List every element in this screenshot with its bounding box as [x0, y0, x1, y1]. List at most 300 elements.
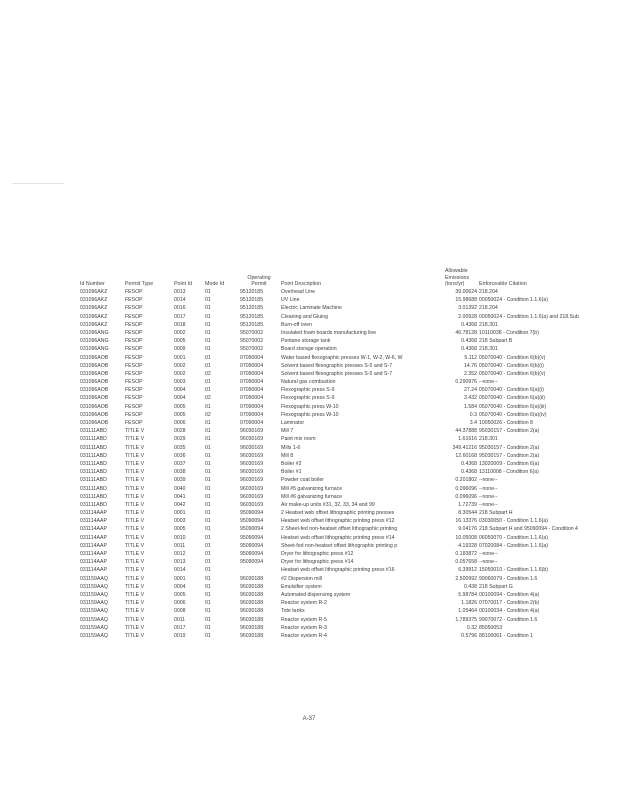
cell-point-id: 0002 [174, 329, 186, 336]
cell-allowable-emissions: 0.183872 [455, 551, 477, 557]
cell-permit-type: TITLE V [125, 567, 145, 574]
cell-enforceable-citation: 218 Subpart B [479, 338, 513, 345]
cell-mode-id: 01 [205, 469, 211, 476]
table-row [0, 583, 618, 591]
cell-point-id: 0005 [174, 526, 186, 533]
cell-enforceable-citation: 95030157 - Condition 2(a) [479, 428, 540, 435]
cell-permit-type: TITLE V [125, 575, 145, 582]
cell-operating-permit: 96030169 [240, 460, 264, 467]
cell-operating-permit: 96030188 [240, 583, 264, 590]
cell-allowable-emissions: 15.98688 [455, 297, 477, 304]
cell-allowable-emissions: 0.057658 [455, 559, 477, 566]
cell-mode-id: 01 [205, 289, 211, 295]
cell-mode-id: 01 [205, 567, 211, 574]
cell-point-description: Solvent based flexographic presses S-5 and S-7 [281, 370, 393, 377]
table-row [0, 435, 618, 443]
cell-operating-permit: 96030188 [240, 591, 264, 598]
cell-allowable-emissions: 1.72739 [458, 501, 477, 508]
cell-permit-type: TITLE V [125, 600, 145, 607]
cell-point-description: Water based flexographic presses W-1, W-2, W-6, W [281, 354, 403, 361]
cell-point-description: Flexographic press W-10 [281, 411, 339, 418]
header-enforceable-citation: Enforceable Citation [479, 281, 527, 288]
cell-point-id: 0001 [174, 575, 186, 582]
cell-permit-type: TITLE V [125, 460, 145, 467]
cell-allowable-emissions: 12.60168 [455, 452, 477, 459]
table-row [0, 386, 618, 394]
cell-id-number: 031096AOB [80, 411, 109, 418]
cell-allowable-emissions: 1.789375 [455, 616, 477, 623]
table-row [0, 525, 618, 533]
table-row [0, 632, 618, 640]
cell-point-id: 0028 [174, 428, 186, 435]
cell-enforceable-citation: 00050024 - Condition 1.1.6(a) and 218.Sub [479, 313, 579, 320]
cell-allowable-emissions: 9.04176 [458, 526, 477, 533]
cell-permit-type: FESOP [125, 395, 143, 402]
cell-operating-permit: 95090094 [240, 534, 264, 541]
cell-allowable-emissions: 0.5796 [461, 632, 477, 639]
cell-point-id: 0011 [174, 616, 186, 623]
cell-id-number: 031096AKZ [80, 289, 108, 295]
cell-point-id: 0001 [174, 510, 186, 517]
cell-mode-id: 01 [205, 526, 211, 533]
cell-allowable-emissions: 0.290976 [455, 379, 477, 386]
header-mode-id: Mode Id [205, 281, 225, 288]
cell-mode-id: 01 [205, 428, 211, 435]
cell-mode-id: 01 [205, 477, 211, 484]
cell-mode-id: 01 [205, 616, 211, 623]
cell-id-number: 031159AAQ [80, 600, 108, 607]
cell-operating-permit: 95120185 [240, 313, 264, 320]
cell-id-number: 031114AAP [80, 542, 107, 549]
cell-mode-id: 01 [205, 501, 211, 508]
cell-point-description: Boiler #1 [281, 469, 302, 476]
cell-enforceable-citation: 05070040 - Condition 6(a)(iii) [479, 403, 547, 410]
cell-permit-type: FESOP [125, 387, 143, 394]
cell-permit-type: FESOP [125, 411, 143, 418]
cell-point-description: Air make-up units #31, 32, 33, 34 and 99 [281, 501, 375, 508]
cell-enforceable-citation: 85050053 [479, 624, 503, 631]
cell-mode-id: 01 [205, 305, 211, 312]
cell-point-description: Overhead Line [281, 289, 316, 295]
cell-allowable-emissions: 0.4368 [461, 469, 477, 476]
cell-allowable-emissions: 3.4 [469, 420, 477, 426]
cell-mode-id: 02 [205, 370, 211, 377]
cell-mode-id: 01 [205, 329, 211, 336]
table-row [0, 452, 618, 460]
cell-mode-id: 01 [205, 600, 211, 607]
emissions-table [0, 256, 618, 640]
table-row [0, 493, 618, 501]
cell-permit-type: TITLE V [125, 477, 145, 484]
cell-point-description: Insulated foam boards manufacturing line [281, 329, 377, 336]
cell-permit-type: FESOP [125, 321, 143, 328]
cell-point-description: Mills 1-6 [281, 444, 301, 451]
cell-permit-type: FESOP [125, 403, 143, 410]
cell-id-number: 031159AAQ [80, 583, 108, 590]
cell-point-id: 0011 [174, 542, 186, 549]
cell-permit-type: TITLE V [125, 510, 145, 517]
cell-permit-type: TITLE V [125, 632, 145, 639]
cell-enforceable-citation: 218 Subpart G [479, 583, 513, 590]
cell-mode-id: 01 [205, 510, 211, 517]
cell-permit-type: TITLE V [125, 493, 145, 500]
cell-mode-id: 01 [205, 632, 211, 639]
cell-id-number: 031159AAQ [80, 624, 108, 631]
cell-allowable-emissions: 0.096096 [455, 485, 477, 492]
cell-point-id: 0039 [174, 477, 186, 484]
cell-point-description: Flexographic press W-10 [281, 403, 339, 410]
cell-enforceable-citation: 88100061 - Condition 1 [479, 632, 533, 639]
cell-id-number: 031159AAQ [80, 616, 108, 623]
table-body [0, 288, 618, 640]
cell-id-number: 031111ABD [80, 493, 107, 500]
cell-operating-permit: 96030169 [240, 428, 264, 435]
cell-permit-type: FESOP [125, 338, 143, 345]
table-header [0, 256, 618, 288]
cell-id-number: 031096AOB [80, 420, 109, 426]
cell-operating-permit: 95120185 [240, 297, 264, 304]
cell-enforceable-citation: --none-- [479, 379, 498, 386]
cell-point-id: 0006 [174, 600, 186, 607]
cell-operating-permit: 96030169 [240, 469, 264, 476]
cell-permit-type: FESOP [125, 346, 143, 353]
cell-enforceable-citation: 05070040 - Condition 6(b)(v) [479, 354, 546, 361]
cell-permit-type: TITLE V [125, 485, 145, 492]
cell-point-description: Mill 8 [281, 452, 294, 459]
cell-point-description: Laminator [281, 420, 305, 426]
table-row [0, 444, 618, 452]
cell-allowable-emissions: 2.352 [464, 370, 477, 377]
cell-mode-id: 01 [205, 559, 211, 566]
cell-permit-type: FESOP [125, 329, 143, 336]
cell-mode-id: 01 [205, 608, 211, 615]
cell-mode-id: 01 [205, 297, 211, 304]
cell-point-id: 0014 [174, 297, 186, 304]
cell-id-number: 031114AAP [80, 567, 107, 574]
table-row [0, 427, 618, 435]
table-row [0, 566, 618, 574]
table-row [0, 599, 618, 607]
cell-point-description: Solvent based flexographic presses S-5 and S-7 [281, 362, 393, 369]
cell-mode-id: 01 [205, 485, 211, 492]
cell-permit-type: TITLE V [125, 469, 145, 476]
table-row [0, 288, 618, 296]
cell-point-id: 0003 [174, 379, 186, 386]
cell-enforceable-citation: 218.301 [479, 346, 498, 353]
cell-enforceable-citation: --none-- [479, 559, 498, 566]
cell-id-number: 031114AAP [80, 551, 107, 557]
cell-point-id: 0005 [174, 411, 186, 418]
cell-permit-type: TITLE V [125, 444, 145, 451]
cell-operating-permit: 96030169 [240, 501, 264, 508]
cell-operating-permit: 95070002 [240, 346, 264, 353]
cell-mode-id: 01 [205, 354, 211, 361]
cell-operating-permit: 07090004 [240, 420, 264, 426]
cell-operating-permit: 96030188 [240, 575, 264, 582]
cell-point-id: 0019 [174, 632, 186, 639]
cell-permit-type: FESOP [125, 305, 143, 312]
cell-id-number: 031096AOB [80, 362, 109, 369]
cell-operating-permit: 96030169 [240, 452, 264, 459]
cell-point-description: Emulsifier system [281, 583, 322, 590]
cell-point-id: 0017 [174, 624, 186, 631]
cell-point-id: 0041 [174, 493, 186, 500]
cell-operating-permit: 96030169 [240, 436, 264, 443]
table-row [0, 591, 618, 599]
cell-permit-type: TITLE V [125, 624, 145, 631]
cell-id-number: 031096AOB [80, 370, 109, 377]
cell-point-id: 0016 [174, 305, 186, 312]
cell-enforceable-citation: 05070040 - Condition 6(a)(ii) [479, 395, 546, 402]
cell-point-description: Mill #5 galvanizing furnace [281, 485, 343, 492]
cell-point-id: 0013 [174, 289, 186, 295]
cell-mode-id: 01 [205, 551, 211, 557]
cell-allowable-emissions: 0.4368 [461, 321, 477, 328]
cell-id-number: 031114AAP [80, 526, 107, 533]
cell-point-description: Reactor system R-2 [281, 600, 327, 607]
table-row [0, 304, 618, 312]
header-allowable-emissions: Allowable Emissions (tons/yr) [445, 268, 470, 288]
cell-permit-type: FESOP [125, 313, 143, 320]
table-row [0, 296, 618, 304]
cell-enforceable-citation: 15050010 - Condition 1.1.6(b) [479, 567, 548, 574]
cell-id-number: 031096AOB [80, 354, 109, 361]
cell-operating-permit: 96030188 [240, 624, 264, 631]
cell-allowable-emissions: 1.584 [464, 403, 477, 410]
cell-id-number: 031111ABD [80, 477, 107, 484]
header-point-description: Point Description [281, 281, 322, 288]
cell-operating-permit: 96030188 [240, 616, 264, 623]
cell-id-number: 031114AAP [80, 518, 107, 525]
table-row [0, 460, 618, 468]
cell-allowable-emissions: 6.39912 [458, 567, 477, 574]
cell-mode-id: 01 [205, 534, 211, 541]
table-row [0, 542, 618, 550]
cell-mode-id: 02 [205, 395, 211, 402]
cell-enforceable-citation: 218 Subpart H [479, 510, 513, 517]
cell-mode-id: 01 [205, 444, 211, 451]
cell-enforceable-citation: 218.204 [479, 305, 498, 312]
cell-point-description: Reactor system R-3 [281, 624, 327, 631]
cell-operating-permit: 96030169 [240, 485, 264, 492]
cell-operating-permit: 95090094 [240, 542, 264, 549]
cell-point-id: 0001 [174, 354, 186, 361]
cell-operating-permit: 96030169 [240, 493, 264, 500]
cell-id-number: 031111ABD [80, 444, 107, 451]
cell-enforceable-citation: 99070072 - Condition 1.6 [479, 616, 538, 623]
cell-operating-permit: 07090004 [240, 362, 264, 369]
cell-operating-permit: 07090004 [240, 387, 264, 394]
cell-id-number: 031114AAP [80, 534, 107, 541]
cell-enforceable-citation: 05070040 - Condition 6(a)(iv) [479, 411, 547, 418]
table-row [0, 501, 618, 509]
cell-mode-id: 02 [205, 411, 211, 418]
cell-enforceable-citation: 218.301 [479, 436, 498, 443]
cell-mode-id: 01 [205, 403, 211, 410]
cell-point-id: 0004 [174, 395, 186, 402]
cell-allowable-emissions: 0.201802 [455, 477, 477, 484]
cell-mode-id: 01 [205, 542, 211, 549]
cell-enforceable-citation: --none-- [479, 493, 498, 500]
cell-operating-permit: 96030188 [240, 600, 264, 607]
cell-permit-type: TITLE V [125, 559, 145, 566]
cell-operating-permit: 07090004 [240, 354, 264, 361]
cell-point-id: 0005 [174, 403, 186, 410]
cell-point-description: Flexographic press S-9 [281, 387, 335, 394]
cell-permit-type: TITLE V [125, 501, 145, 508]
cell-enforceable-citation: 13110008 - Condition 6(a) [479, 469, 539, 476]
cell-allowable-emissions: 1.1826 [461, 600, 477, 607]
cell-mode-id: 01 [205, 460, 211, 467]
page-number: A-37 [302, 716, 316, 722]
cell-point-description: Reactor system R-4 [281, 632, 327, 639]
cell-id-number: 031111ABD [80, 460, 107, 467]
cell-id-number: 031114AAP [80, 510, 107, 517]
cell-point-description: Electric Laminate Machine [281, 305, 342, 312]
cell-allowable-emissions: 349.41216 [452, 444, 477, 451]
cell-id-number: 031114AAP [80, 559, 107, 566]
cell-id-number: 031159AAQ [80, 632, 108, 639]
table-row [0, 337, 618, 345]
table-row [0, 362, 618, 370]
horizontal-rule [12, 183, 64, 184]
cell-point-id: 0005 [174, 338, 186, 345]
cell-enforceable-citation: 218.204 [479, 289, 498, 295]
table-row [0, 509, 618, 517]
cell-id-number: 031111ABD [80, 469, 107, 476]
cell-id-number: 031096AOB [80, 387, 109, 394]
cell-operating-permit: 96030169 [240, 444, 264, 451]
table-row [0, 394, 618, 402]
cell-allowable-emissions: 8.30544 [458, 510, 477, 517]
cell-point-description: Paint mix room [281, 436, 316, 443]
cell-mode-id: 01 [205, 313, 211, 320]
cell-enforceable-citation: 07020084 - Condition 1.1.6(a) [479, 542, 548, 549]
cell-permit-type: FESOP [125, 289, 143, 295]
cell-allowable-emissions: 3.01392 [458, 305, 477, 312]
cell-permit-type: TITLE V [125, 526, 145, 533]
cell-mode-id: 01 [205, 346, 211, 353]
cell-mode-id: 01 [205, 575, 211, 582]
cell-id-number: 031111ABD [80, 436, 107, 443]
cell-operating-permit: 95090094 [240, 510, 264, 517]
cell-enforceable-citation: 00100034 - Condition 4(a) [479, 608, 540, 615]
cell-enforceable-citation: 06050070 - Condition 1.1.6(a) [479, 534, 548, 541]
table-row [0, 485, 618, 493]
cell-point-id: 0002 [174, 370, 186, 377]
cell-point-description: Automated dispensing system [281, 591, 351, 598]
cell-point-description: Boiler #2 [281, 460, 302, 467]
cell-point-id: 0035 [174, 444, 186, 451]
cell-permit-type: TITLE V [125, 518, 145, 525]
cell-id-number: 031111ABD [80, 428, 107, 435]
cell-point-id: 0037 [174, 460, 186, 467]
cell-enforceable-citation: --none-- [479, 485, 498, 492]
cell-permit-type: TITLE V [125, 583, 145, 590]
table-row [0, 476, 618, 484]
table-row [0, 403, 618, 411]
cell-point-description: Heatset web offset lithographic printing press #14 [281, 534, 395, 541]
table-row [0, 607, 618, 615]
cell-mode-id: 01 [205, 518, 211, 525]
cell-point-id: 0017 [174, 313, 186, 320]
cell-operating-permit: 95090094 [240, 518, 264, 525]
cell-operating-permit: 07090004 [240, 379, 264, 386]
cell-enforceable-citation: 03030050 - Condition 1.1.6(a) [479, 518, 548, 525]
cell-point-description: Heatset web offset lithographic printing press #12 [281, 518, 395, 525]
cell-enforceable-citation: 10110038 - Condition 7(b) [479, 329, 539, 336]
cell-mode-id: 01 [205, 493, 211, 500]
cell-point-id: 0014 [174, 567, 186, 574]
cell-point-description: #2 Dispersion mill [281, 575, 322, 582]
cell-allowable-emissions: 14.76 [464, 362, 477, 369]
cell-point-description: Burn-off oven [281, 321, 313, 328]
cell-enforceable-citation: --none-- [479, 477, 498, 484]
cell-allowable-emissions: 4.19328 [458, 542, 477, 549]
cell-enforceable-citation: 13020009 - Condition 6(a) [479, 460, 540, 467]
cell-allowable-emissions: 0.4368 [461, 346, 477, 353]
header-permit-type: Permit Type [125, 281, 154, 288]
cell-id-number: 031096ANG [80, 338, 109, 345]
cell-mode-id: 01 [205, 452, 211, 459]
cell-enforceable-citation: --none-- [479, 551, 498, 557]
cell-enforceable-citation: 95030157 - Condition 2(a) [479, 452, 540, 459]
cell-point-description: Natural gas combustion [281, 379, 336, 386]
cell-id-number: 031111ABD [80, 501, 107, 508]
cell-permit-type: TITLE V [125, 436, 145, 443]
cell-operating-permit: 95120185 [240, 321, 264, 328]
cell-point-id: 0006 [174, 420, 186, 426]
cell-allowable-emissions: 3.432 [464, 395, 477, 402]
cell-id-number: 031159AAQ [80, 591, 108, 598]
cell-allowable-emissions: 2.500992 [455, 575, 477, 582]
cell-operating-permit: 07090004 [240, 411, 264, 418]
cell-id-number: 031111ABD [80, 485, 107, 492]
cell-permit-type: FESOP [125, 420, 143, 426]
table-row [0, 558, 618, 566]
cell-point-description: Cleaning and Gluing [281, 313, 329, 320]
cell-id-number: 031096AKZ [80, 321, 108, 328]
table-row [0, 411, 618, 419]
cell-permit-type: TITLE V [125, 616, 145, 623]
cell-enforceable-citation: 05070040 - Condition 6(b)(i) [479, 362, 544, 369]
cell-mode-id: 01 [205, 379, 211, 386]
cell-allowable-emissions: 5.98784 [458, 591, 477, 598]
table-row [0, 354, 618, 362]
cell-allowable-emissions: 46.78128 [455, 329, 477, 336]
cell-point-description: 2 Heatset web offset lithographic printing presses [281, 510, 395, 517]
cell-allowable-emissions: 0.32 [466, 624, 477, 631]
cell-point-description: Tote tanks [281, 608, 305, 615]
cell-allowable-emissions: 10.05008 [455, 534, 477, 541]
cell-id-number: 031111ABD [80, 452, 107, 459]
cell-point-id: 0004 [174, 387, 186, 394]
cell-mode-id: 01 [205, 583, 211, 590]
cell-mode-id: 01 [205, 387, 211, 394]
cell-operating-permit: 96030188 [240, 608, 264, 615]
cell-permit-type: TITLE V [125, 534, 145, 541]
cell-allowable-emissions: 39.00624 [455, 289, 477, 295]
cell-allowable-emissions: 1.05464 [458, 608, 477, 615]
table-row [0, 517, 618, 525]
table-row [0, 321, 618, 329]
cell-mode-id: 01 [205, 591, 211, 598]
cell-enforceable-citation: 05070040 - Condition 6(b)(v) [479, 370, 546, 377]
cell-enforceable-citation: 05070040 - Condition 6(a)(i) [479, 387, 544, 394]
cell-mode-id: 01 [205, 321, 211, 328]
cell-operating-permit: 95090094 [240, 559, 264, 566]
cell-operating-permit: 95070002 [240, 338, 264, 345]
